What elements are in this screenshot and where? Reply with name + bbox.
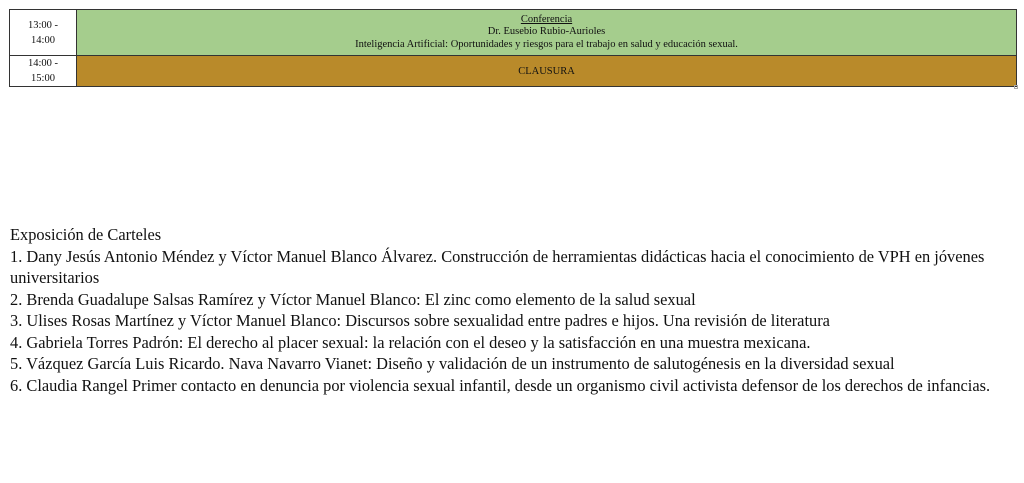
conference-speaker: Dr. Eusebio Rubio-Aurioles <box>487 26 606 38</box>
time-end: 15:00 <box>31 73 55 84</box>
poster-item: 3. Ulises Rosas Martínez y Víctor Manuel Blanco: Discursos sobre sexualidad entre padres e hijos. Una revisión de literatura <box>10 311 830 330</box>
clausura-cell <box>77 56 1017 87</box>
clausura-label: CLAUSURA <box>518 65 575 77</box>
schedule-row-conferencia <box>10 10 1017 56</box>
schedule-row-clausura <box>10 56 1017 87</box>
poster-section-heading: Exposición de Carteles <box>10 225 162 244</box>
time-end: 14:00 <box>31 34 55 46</box>
poster-item: 4. Gabriela Torres Padrón: El derecho al placer sexual: la relación con el deseo y la satisfacción en una muestra mexicana. <box>10 332 811 352</box>
time-start: 13:00 - <box>27 19 59 31</box>
poster-item: 1. Dany Jesús Antonio Méndez y Víctor Manuel Blanco Álvarez. Construcción de herramientas didácticas hacia el conocimiento de VPH en jóvenes universitarios <box>10 246 985 287</box>
time-start: 14:00 - <box>27 58 59 69</box>
poster-item: 5. Vázquez García Luis Ricardo. Nava Navarro Vianet: Diseño y validación de un instrumento de salutogénesis en la diversidad sexual <box>10 354 895 373</box>
conference-cell <box>77 10 1017 56</box>
poster-item: 6. Claudia Rangel Primer contacto en denuncia por violencia sexual infantil, desde un organismo civil activista defensor de los derechos de infancias. <box>10 375 991 395</box>
poster-section <box>10 224 1018 396</box>
conference-title: Conferencia <box>520 13 573 25</box>
time-cell <box>10 10 77 56</box>
poster-item: 2. Brenda Guadalupe Salsas Ramírez y Víctor Manuel Blanco: El zinc como elemento de la salud sexual <box>10 289 696 309</box>
time-cell <box>10 56 77 87</box>
schedule-table <box>9 9 1017 87</box>
conference-topic: Inteligencia Artificial: Oportunidades y riesgos para el trabajo en salud y educación sexual. <box>355 38 738 50</box>
table-resize-handle[interactable] <box>1014 85 1018 89</box>
